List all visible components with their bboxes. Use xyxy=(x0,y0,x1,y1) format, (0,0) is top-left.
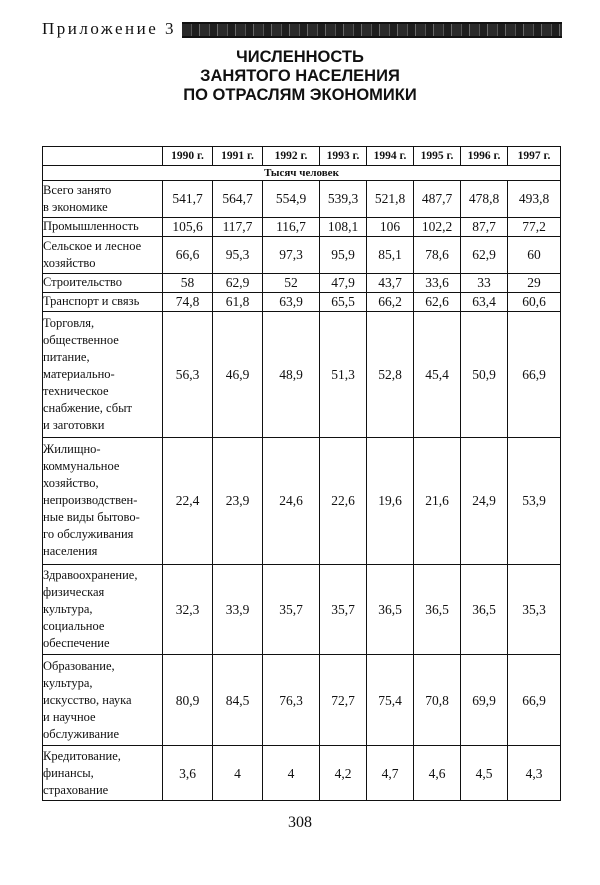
value-cell: 24,9 xyxy=(461,438,508,565)
year-header: 1991 г. xyxy=(213,147,263,166)
table-row xyxy=(43,236,561,273)
value-cell: 65,5 xyxy=(320,292,367,311)
value-cell: 4,3 xyxy=(508,746,561,801)
value-cell: 35,3 xyxy=(508,564,561,655)
table-row xyxy=(43,438,561,565)
value-cell: 35,7 xyxy=(263,564,320,655)
value-cell: 33,9 xyxy=(213,564,263,655)
year-header: 1993 г. xyxy=(320,147,367,166)
table-row xyxy=(43,311,561,438)
value-cell: 539,3 xyxy=(320,181,367,218)
value-cell: 62,9 xyxy=(213,273,263,292)
row-label: Жилищно- коммунальное хозяйство, непроизводствен- ные виды бытово- го обслуживания населения xyxy=(43,438,163,565)
value-cell: 75,4 xyxy=(367,655,414,746)
value-cell: 85,1 xyxy=(367,236,414,273)
value-cell: 63,9 xyxy=(263,292,320,311)
table-row xyxy=(43,746,561,801)
table-row xyxy=(43,273,561,292)
value-cell: 3,6 xyxy=(163,746,213,801)
year-header: 1995 г. xyxy=(414,147,461,166)
value-cell: 116,7 xyxy=(263,217,320,236)
value-cell: 87,7 xyxy=(461,217,508,236)
value-cell: 52 xyxy=(263,273,320,292)
row-label: Торговля, общественное питание, материально- техническое снабжение, сбыт и заготовки xyxy=(43,311,163,438)
value-cell: 95,3 xyxy=(213,236,263,273)
value-cell: 22,4 xyxy=(163,438,213,565)
header-rule xyxy=(182,22,562,38)
value-cell: 84,5 xyxy=(213,655,263,746)
value-cell: 97,3 xyxy=(263,236,320,273)
row-label: Строительство xyxy=(43,273,163,292)
value-cell: 521,8 xyxy=(367,181,414,218)
value-cell: 50,9 xyxy=(461,311,508,438)
value-cell: 4 xyxy=(263,746,320,801)
year-header: 1996 г. xyxy=(461,147,508,166)
value-cell: 66,6 xyxy=(163,236,213,273)
value-cell: 60,6 xyxy=(508,292,561,311)
value-cell: 102,2 xyxy=(414,217,461,236)
value-cell: 105,6 xyxy=(163,217,213,236)
year-header: 1992 г. xyxy=(263,147,320,166)
value-cell: 56,3 xyxy=(163,311,213,438)
value-cell: 19,6 xyxy=(367,438,414,565)
value-cell: 4,2 xyxy=(320,746,367,801)
year-header: 1990 г. xyxy=(163,147,213,166)
row-label: Сельское и лесное хозяйство xyxy=(43,236,163,273)
year-header: 1997 г. xyxy=(508,147,561,166)
value-cell: 35,7 xyxy=(320,564,367,655)
value-cell: 46,9 xyxy=(213,311,263,438)
value-cell: 4,7 xyxy=(367,746,414,801)
units-label: Тысяч человек xyxy=(43,166,561,181)
value-cell: 32,3 xyxy=(163,564,213,655)
value-cell: 22,6 xyxy=(320,438,367,565)
value-cell: 47,9 xyxy=(320,273,367,292)
year-header: 1994 г. xyxy=(367,147,414,166)
table-row xyxy=(43,292,561,311)
value-cell: 76,3 xyxy=(263,655,320,746)
value-cell: 564,7 xyxy=(213,181,263,218)
table-row xyxy=(43,181,561,218)
value-cell: 493,8 xyxy=(508,181,561,218)
value-cell: 62,6 xyxy=(414,292,461,311)
table-body xyxy=(43,166,561,801)
title-line-3: ПО ОТРАСЛЯМ ЭКОНОМИКИ xyxy=(183,86,417,104)
value-cell: 45,4 xyxy=(414,311,461,438)
value-cell: 24,6 xyxy=(263,438,320,565)
value-cell: 72,7 xyxy=(320,655,367,746)
value-cell: 541,7 xyxy=(163,181,213,218)
value-cell: 66,2 xyxy=(367,292,414,311)
value-cell: 117,7 xyxy=(213,217,263,236)
row-label: Здравоохранение, физическая культура, социальное обеспечение xyxy=(43,564,163,655)
value-cell: 60 xyxy=(508,236,561,273)
units-row xyxy=(43,166,561,181)
table-row xyxy=(43,564,561,655)
value-cell: 4 xyxy=(213,746,263,801)
value-cell: 108,1 xyxy=(320,217,367,236)
value-cell: 21,6 xyxy=(414,438,461,565)
value-cell: 36,5 xyxy=(414,564,461,655)
title-line-2: ЗАНЯТОГО НАСЕЛЕНИЯ xyxy=(200,67,400,85)
value-cell: 66,9 xyxy=(508,655,561,746)
value-cell: 51,3 xyxy=(320,311,367,438)
value-cell: 36,5 xyxy=(461,564,508,655)
value-cell: 48,9 xyxy=(263,311,320,438)
value-cell: 62,9 xyxy=(461,236,508,273)
value-cell: 36,5 xyxy=(367,564,414,655)
value-cell: 29 xyxy=(508,273,561,292)
row-label: Всего занято в экономике xyxy=(43,181,163,218)
value-cell: 554,9 xyxy=(263,181,320,218)
value-cell: 74,8 xyxy=(163,292,213,311)
year-header-row xyxy=(43,147,561,166)
table-row xyxy=(43,217,561,236)
table-row xyxy=(43,655,561,746)
title-line-1: ЧИСЛЕННОСТЬ xyxy=(236,48,364,66)
value-cell: 61,8 xyxy=(213,292,263,311)
value-cell: 69,9 xyxy=(461,655,508,746)
row-label: Образование, культура, искусство, наука и научное обслуживание xyxy=(43,655,163,746)
page-title xyxy=(0,48,600,105)
value-cell: 23,9 xyxy=(213,438,263,565)
value-cell: 95,9 xyxy=(320,236,367,273)
value-cell: 70,8 xyxy=(414,655,461,746)
row-label: Промышленность xyxy=(43,217,163,236)
value-cell: 478,8 xyxy=(461,181,508,218)
value-cell: 4,6 xyxy=(414,746,461,801)
value-cell: 58 xyxy=(163,273,213,292)
value-cell: 80,9 xyxy=(163,655,213,746)
value-cell: 43,7 xyxy=(367,273,414,292)
row-label: Кредитование, финансы, страхование xyxy=(43,746,163,801)
employment-table xyxy=(42,146,561,801)
value-cell: 66,9 xyxy=(508,311,561,438)
value-cell: 106 xyxy=(367,217,414,236)
header-corner xyxy=(43,147,163,166)
value-cell: 33 xyxy=(461,273,508,292)
value-cell: 77,2 xyxy=(508,217,561,236)
value-cell: 33,6 xyxy=(414,273,461,292)
page-number: 308 xyxy=(288,814,312,831)
appendix-label: Приложение 3 xyxy=(42,19,176,38)
value-cell: 487,7 xyxy=(414,181,461,218)
row-label: Транспорт и связь xyxy=(43,292,163,311)
value-cell: 52,8 xyxy=(367,311,414,438)
value-cell: 53,9 xyxy=(508,438,561,565)
value-cell: 78,6 xyxy=(414,236,461,273)
appendix-header xyxy=(42,18,562,40)
value-cell: 4,5 xyxy=(461,746,508,801)
value-cell: 63,4 xyxy=(461,292,508,311)
